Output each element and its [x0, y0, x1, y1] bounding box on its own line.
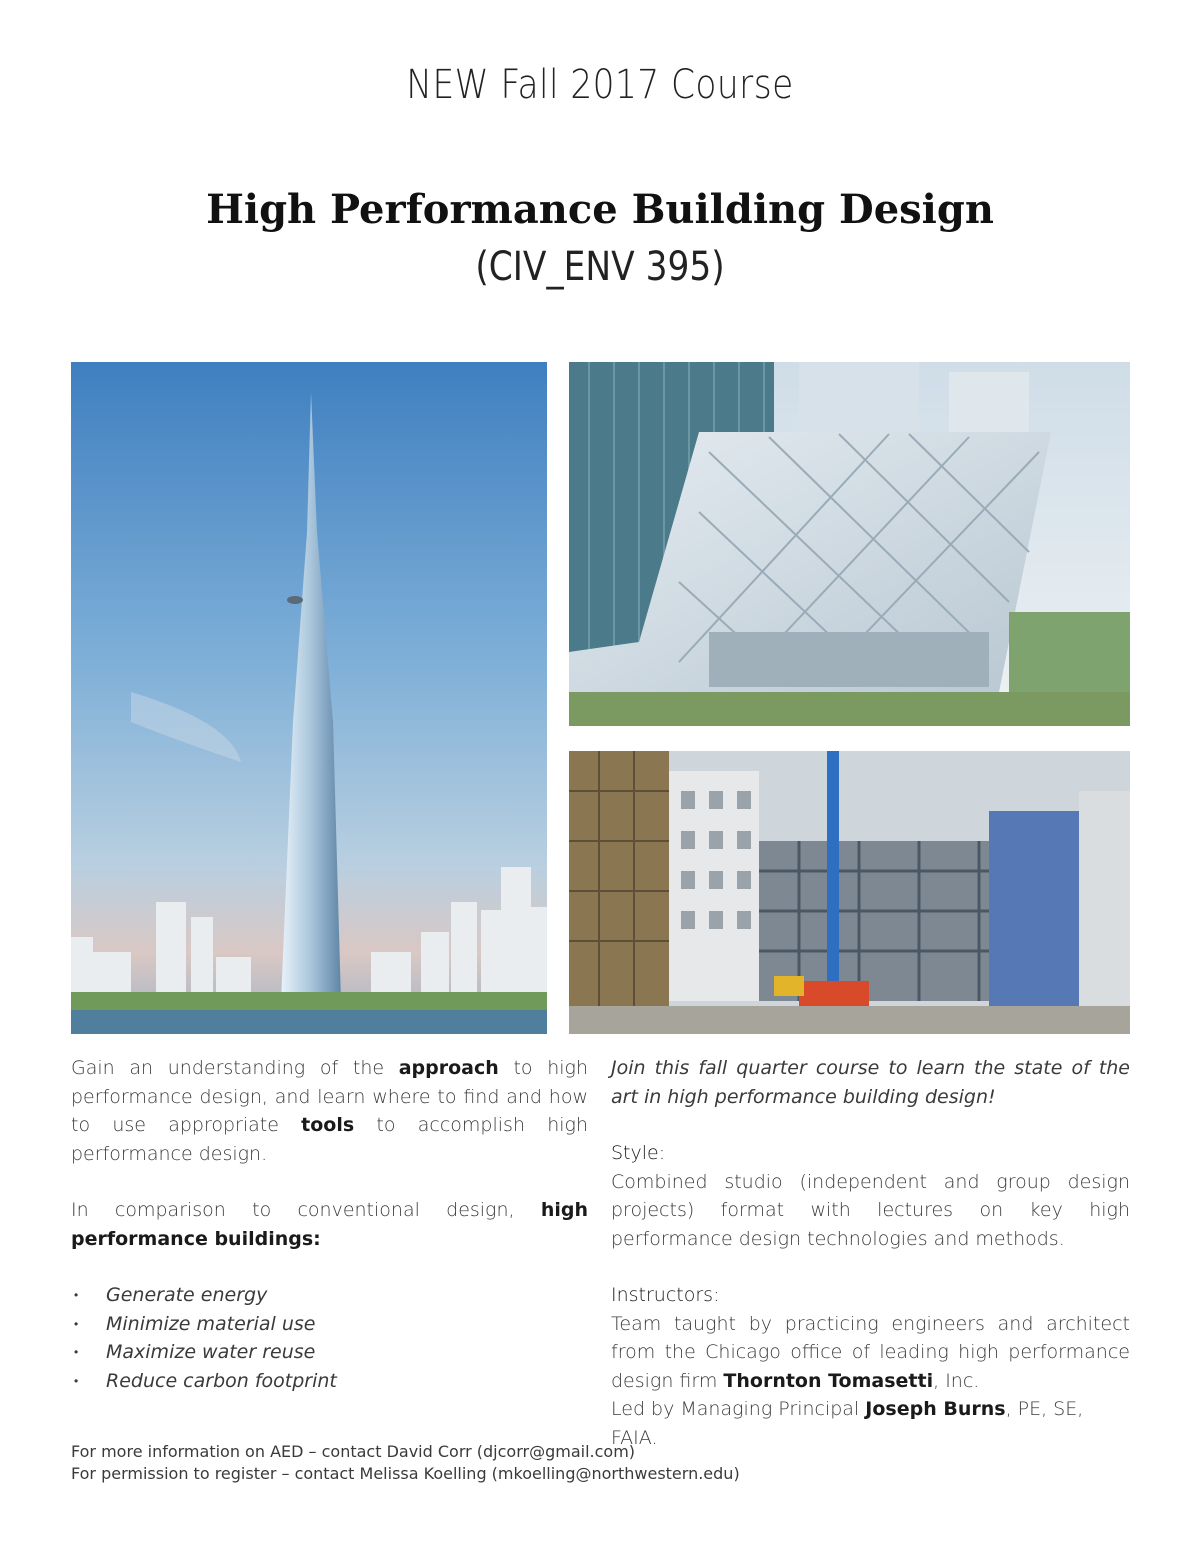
style-heading: Style: [611, 1142, 666, 1164]
principal-name: Joseph Burns [865, 1398, 1006, 1420]
instructors-paragraph [611, 1310, 1130, 1396]
benefits-list [71, 1281, 588, 1395]
style-paragraph: Combined studio (independent and group design projects) format with lectures on key high performance design technologies and methods. [611, 1170, 1130, 1250]
bullet-icon: • [74, 1288, 79, 1302]
comparison-text: In comparison to conventional design, [71, 1199, 541, 1221]
course-code: (CIV_ENV 395) [475, 244, 725, 290]
list-item [71, 1338, 588, 1367]
comparison-paragraph [71, 1196, 588, 1253]
construction-site-photo [569, 751, 1130, 1034]
led-by-text: Led by Managing Principal [611, 1398, 866, 1420]
firm-name: Thornton Tomasetti [723, 1369, 934, 1392]
bullet-icon: • [74, 1373, 79, 1388]
intro-text-middle: to high performance design, and learn where to find and how to use appropriate [71, 1057, 588, 1136]
firm-suffix: , Inc. [933, 1369, 980, 1392]
contact-footer [71, 1441, 971, 1485]
principal-credentials: , PE, SE, FAIA. [611, 1398, 1084, 1449]
list-item-label: Reduce carbon footprint [106, 1369, 337, 1392]
list-item-label: Maximize water reuse [106, 1341, 316, 1363]
course-kicker: NEW Fall 2017 Course [406, 62, 794, 108]
intro-paragraph [71, 1054, 588, 1168]
intro-text-start: Gain an understanding of the [71, 1057, 399, 1079]
tools-keyword: tools [301, 1114, 355, 1136]
invite-paragraph: Join this fall quarter course to learn the state of the art in high performance building design! [611, 1057, 1130, 1108]
intro-text-end: to accomplish high performance design. [71, 1114, 588, 1165]
shell-building-photo [569, 362, 1130, 726]
aed-contact-line: For more information on AED – contact David Corr (djcorr@gmail.com) [71, 1442, 636, 1461]
tower-photo [71, 362, 547, 1034]
list-item-label: Generate energy [106, 1284, 268, 1306]
registration-contact-line: For permission to register – contact Melissa Koelling (mkoelling@northwestern.edu) [71, 1464, 740, 1483]
bullet-icon: • [74, 1345, 79, 1359]
list-item-label: Minimize material use [106, 1312, 316, 1335]
list-item [71, 1281, 588, 1310]
bullet-icon: • [74, 1316, 79, 1331]
left-column [71, 1054, 588, 1395]
hpb-keyword: high performance buildings: [71, 1199, 588, 1250]
approach-keyword: approach [398, 1057, 499, 1079]
instructors-text: Team taught by practicing engineers and architect from the Chicago office of leading high performance design firm [611, 1312, 1130, 1392]
list-item [71, 1310, 588, 1339]
instructors-heading: Instructors: [611, 1284, 720, 1306]
course-title: High Performance Building Design [206, 186, 994, 233]
right-column [611, 1054, 1130, 1452]
list-item [71, 1367, 588, 1396]
